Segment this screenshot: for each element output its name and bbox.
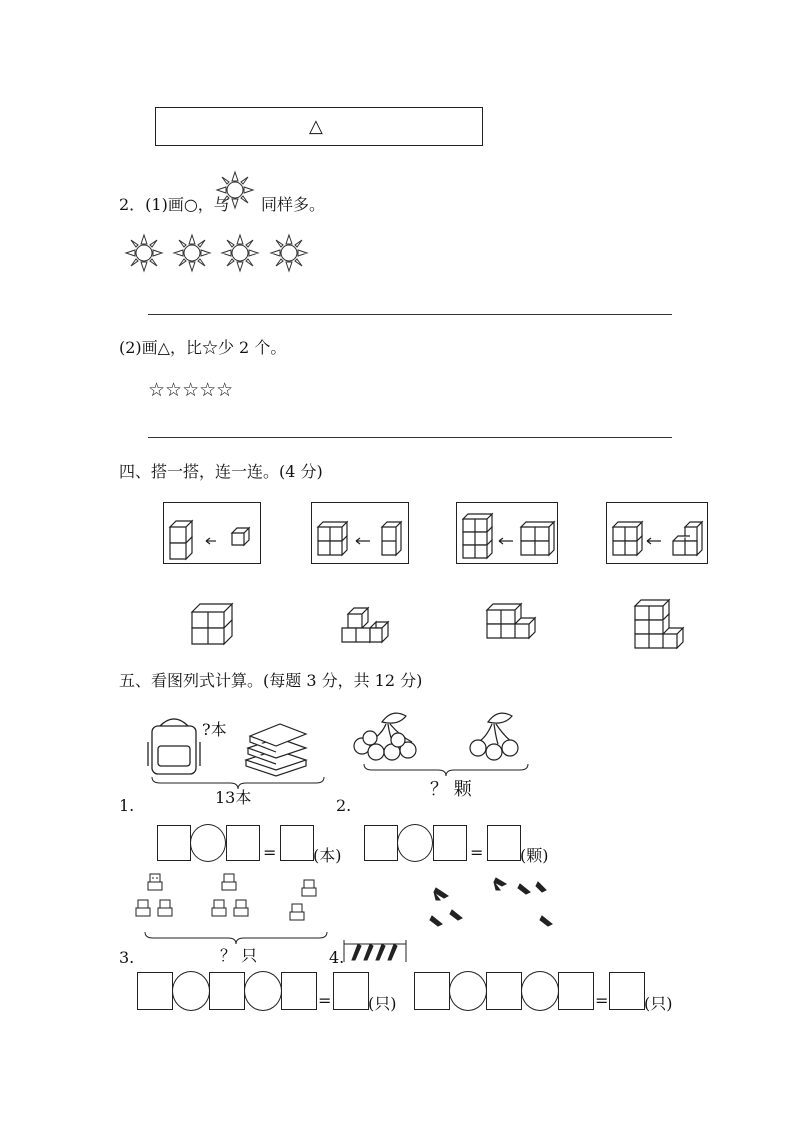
p2-total-label: ？ 颗 — [430, 779, 472, 800]
answer-box[interactable] — [137, 972, 173, 1010]
books-illustration — [240, 718, 310, 776]
sun-icon — [172, 233, 212, 273]
cherries-illustration — [352, 708, 432, 762]
triangle-symbol: △ — [309, 116, 323, 137]
q2-part2-text: (2)画△，比☆少 2 个。 — [119, 338, 287, 357]
brace — [150, 775, 326, 789]
cube-shape[interactable] — [188, 594, 244, 650]
cube-panel[interactable] — [456, 502, 558, 564]
operator-circle[interactable] — [244, 971, 282, 1011]
cube-shape[interactable] — [338, 600, 394, 656]
sun-icon — [124, 233, 164, 273]
brace — [143, 930, 329, 944]
answer-box[interactable] — [157, 825, 191, 861]
cube-panel[interactable] — [163, 502, 261, 564]
cherries-illustration — [468, 708, 528, 762]
tigers-illustration — [132, 870, 332, 930]
sun-icon — [215, 170, 255, 210]
operator-circle[interactable] — [521, 971, 559, 1011]
p1-unit: (本) — [313, 846, 342, 865]
section4-title: 四、搭一搭，连一连。(4 分) — [119, 462, 323, 481]
answer-box[interactable] — [609, 972, 645, 1010]
sun-icon — [220, 233, 260, 273]
p4-unit: (只) — [644, 994, 673, 1013]
cube-shape[interactable] — [483, 596, 539, 656]
operator-circle[interactable] — [449, 971, 487, 1011]
operator-circle[interactable] — [397, 824, 433, 862]
cube-panel[interactable] — [606, 502, 708, 564]
operator-circle[interactable] — [190, 824, 226, 862]
p3-number: 3. — [119, 948, 135, 967]
q2-part1-prefix: 2．(1)画○，与 — [119, 195, 230, 214]
p2-unit: (颗) — [520, 846, 549, 865]
equals-sign: = — [470, 843, 484, 862]
equals-sign: = — [263, 843, 277, 862]
p3-total-label: ？ 只 — [220, 946, 258, 965]
answer-box[interactable] — [226, 825, 260, 861]
p1-number: 1. — [119, 796, 135, 815]
answer-box[interactable] — [414, 972, 450, 1010]
p2-number: 2. — [336, 796, 352, 815]
p4-number: 4. — [329, 948, 345, 967]
equals-sign: = — [595, 991, 609, 1010]
cube-panel[interactable] — [311, 502, 409, 564]
star-row: ☆☆☆☆☆ — [148, 379, 234, 401]
answer-box[interactable] — [209, 972, 245, 1010]
cube-shape[interactable] — [631, 592, 691, 656]
answer-box[interactable] — [281, 972, 317, 1010]
answer-box[interactable] — [333, 972, 369, 1010]
p1-total-label: 13本 — [215, 788, 252, 807]
answer-box[interactable] — [364, 825, 398, 861]
answer-line[interactable] — [148, 314, 672, 315]
operator-circle[interactable] — [172, 971, 210, 1011]
sun-icon — [269, 233, 309, 273]
answer-box[interactable] — [433, 825, 467, 861]
answer-line[interactable] — [148, 437, 672, 438]
answer-box[interactable] — [486, 972, 522, 1010]
answer-box[interactable] — [487, 825, 521, 861]
equals-sign: = — [318, 991, 332, 1010]
swallows-illustration — [426, 872, 566, 942]
section5-title: 五、看图列式计算。(每题 3 分，共 12 分) — [119, 671, 423, 690]
p3-unit: (只) — [368, 994, 397, 1013]
q2-part1-suffix: 同样多。 — [261, 195, 326, 214]
p1-question-label: ?本 — [202, 720, 227, 739]
answer-box[interactable] — [558, 972, 594, 1010]
backpack-illustration — [144, 712, 204, 778]
birds-on-wire-illustration — [342, 936, 408, 964]
brace — [362, 762, 530, 776]
answer-box[interactable] — [280, 825, 314, 861]
